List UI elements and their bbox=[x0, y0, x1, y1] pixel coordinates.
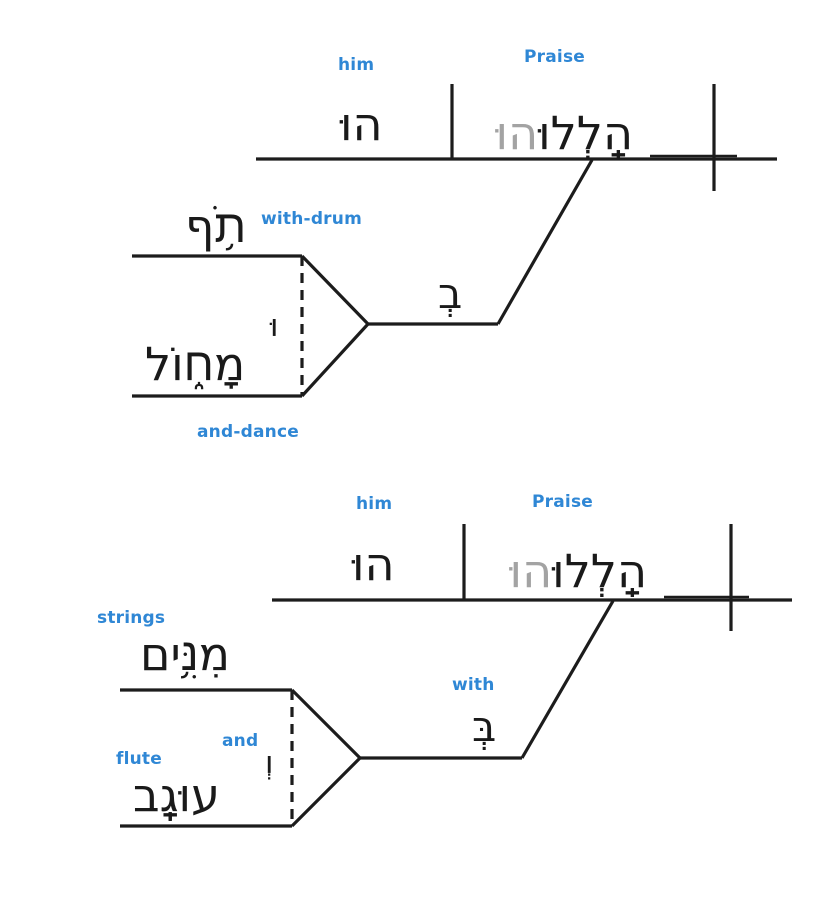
fork-upper-line bbox=[292, 690, 360, 758]
preposition-hebrew-word: בְּ bbox=[472, 702, 497, 751]
np1-hebrew-word: מִנִּ֥ים bbox=[140, 627, 230, 681]
conjunction-hebrew-word: וּ bbox=[270, 308, 279, 344]
np1-gloss-label: strings bbox=[97, 608, 166, 628]
np2-hebrew-word: מָח֑וֹל bbox=[145, 337, 246, 391]
verb-suffix-text: הוּ bbox=[509, 544, 553, 598]
object-gloss-label: him bbox=[356, 494, 393, 514]
np1-gloss-label: with-drum bbox=[261, 209, 362, 229]
fork-lower-line bbox=[302, 324, 368, 396]
verb-suffix-text: הוּ bbox=[495, 106, 539, 160]
np2-hebrew-word: עוּגָֽב bbox=[133, 768, 220, 822]
verb-main-text: הַֽלְלוּ bbox=[538, 106, 633, 160]
conjunction-hebrew-word: וְ bbox=[265, 745, 274, 781]
object-hebrew-word: הוּ bbox=[340, 97, 383, 151]
preposition-hebrew-word: בְ bbox=[438, 269, 463, 318]
modifier-diagonal-line bbox=[498, 160, 592, 324]
fork-lower-line bbox=[292, 758, 360, 826]
verb-hebrew-word bbox=[487, 106, 633, 160]
verb-gloss-label: Praise bbox=[532, 492, 593, 512]
fork-upper-line bbox=[302, 256, 368, 324]
verb-main-text: הַֽלְלוּ bbox=[552, 544, 647, 598]
np2-gloss-label: and-dance bbox=[197, 422, 299, 442]
object-gloss-label: him bbox=[338, 55, 375, 75]
modifier-diagonal-line bbox=[522, 601, 613, 758]
verb-hebrew-word bbox=[501, 544, 647, 598]
np2-gloss-label: flute bbox=[116, 749, 162, 769]
preposition-gloss-label: with bbox=[452, 675, 495, 695]
np1-hebrew-word: תֹ֥ף bbox=[185, 199, 247, 253]
object-hebrew-word: הוּ bbox=[352, 537, 395, 591]
conjunction-gloss-label: and bbox=[222, 731, 259, 751]
verb-gloss-label: Praise bbox=[524, 47, 585, 67]
